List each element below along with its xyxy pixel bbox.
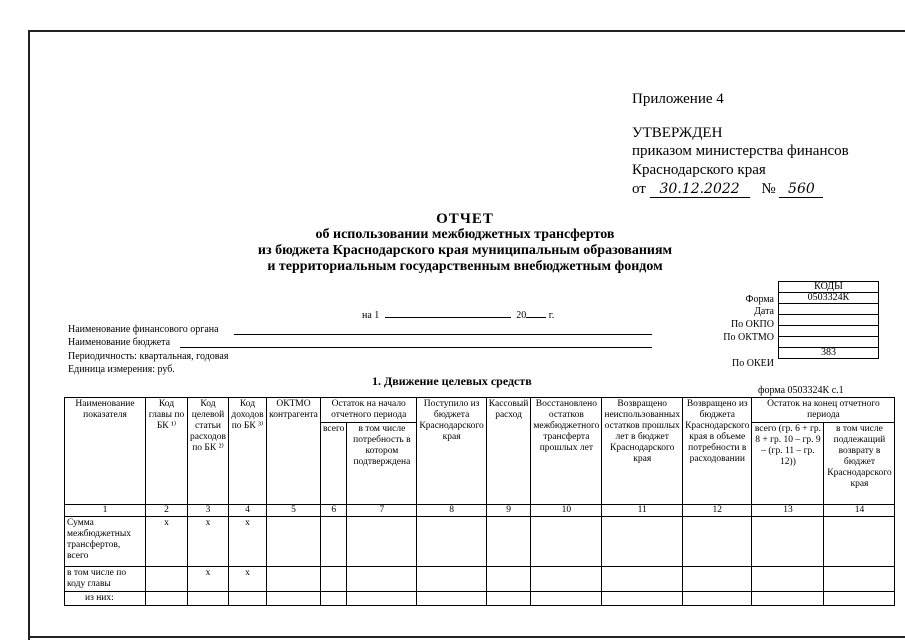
cell	[531, 517, 602, 567]
report-title-word: ОТЧЕТ	[436, 211, 494, 227]
cell	[417, 567, 486, 592]
okpo-label: По ОКПО	[730, 319, 774, 330]
header-returned-need: Возвращено из бюджета Краснодарского края в объеме потребности в расходовании	[683, 398, 752, 505]
cell	[683, 517, 752, 567]
col-number: 5	[267, 505, 321, 517]
codes-header: КОДЫ	[779, 282, 879, 293]
okei-code: 383	[779, 348, 879, 359]
form-reference: форма 0503324К с.1	[758, 385, 844, 396]
cell-income-code: x	[229, 567, 267, 592]
date-label: Дата	[754, 306, 774, 317]
table-row	[65, 567, 895, 592]
blank-code	[779, 337, 879, 348]
table-row	[65, 592, 895, 606]
order-date: 30.12.2022	[650, 182, 750, 198]
periodicity-label: Периодичность: квартальная, годовая	[68, 351, 229, 362]
cell	[683, 592, 752, 606]
cell	[321, 517, 347, 567]
cell	[752, 592, 824, 606]
cell	[267, 517, 321, 567]
col-number: 11	[602, 505, 683, 517]
okei-label: По ОКЕИ	[732, 358, 774, 369]
header-indicator-name: Наименование показателя	[65, 398, 146, 505]
year-blank	[526, 317, 546, 318]
cell-chapter-code	[146, 567, 188, 592]
cell-expense-code: x	[188, 567, 229, 592]
date-code	[779, 304, 879, 315]
col-number: 4	[229, 505, 267, 517]
finance-body-label: Наименование финансового органа	[68, 324, 219, 335]
cell	[602, 592, 683, 606]
scan-border-bottom	[28, 636, 905, 638]
header-end-return: в том числе подлежащий возврату в бюджет Краснодарского края	[824, 423, 895, 505]
cell	[347, 592, 417, 606]
report-date-line	[362, 310, 554, 322]
order-date-line	[632, 180, 823, 199]
col-number: 8	[417, 505, 486, 517]
cell-expense-code	[188, 592, 229, 606]
cell-expense-code: x	[188, 517, 229, 567]
cell-income-code: x	[229, 517, 267, 567]
cell	[417, 592, 486, 606]
approved-label: УТВЕРЖДЕН	[632, 125, 723, 141]
report-title-line-3: и территориальным государственным внебюджетным фондом	[267, 259, 663, 274]
oktmo-code	[779, 326, 879, 337]
header-income-code: Код доходов по БК ³⁾	[229, 398, 267, 505]
header-rest-start: Остаток на начало отчетного периода	[321, 398, 417, 423]
cell	[267, 592, 321, 606]
cell	[683, 567, 752, 592]
okpo-code	[779, 315, 879, 326]
col-number: 10	[531, 505, 602, 517]
row-label: из них:	[65, 592, 146, 606]
table-row	[65, 517, 895, 567]
header-rest-need: в том числе потребность в котором подтверждена	[347, 423, 417, 505]
row-label: в том числе по коду главы	[65, 567, 146, 592]
row-label: Сумма межбюджетных трансфертов, всего	[65, 517, 146, 567]
cell	[347, 567, 417, 592]
header-rest-total: всего	[321, 423, 347, 505]
oktmo-label: По ОКТМО	[723, 332, 774, 343]
header-end-total: всего (гр. 6 + гр. 8 + гр. 10 – гр. 9 – (гр. 11 – гр. 12))	[752, 423, 824, 505]
date-blank	[385, 317, 511, 318]
cell	[347, 517, 417, 567]
cell	[486, 567, 531, 592]
year-prefix: 20	[516, 310, 527, 321]
col-number: 9	[486, 505, 531, 517]
on-date-prefix: на 1	[362, 310, 380, 321]
target-funds-table	[64, 397, 895, 606]
cell	[824, 517, 895, 567]
col-number: 14	[824, 505, 895, 517]
cell-chapter-code: x	[146, 517, 188, 567]
cell	[531, 592, 602, 606]
header-cash-expense: Кассовый расход	[486, 398, 531, 505]
header-received: Поступило из бюджета Краснодарского края	[417, 398, 486, 505]
cell	[531, 567, 602, 592]
header-returned-unused: Возвращено неиспользованных остатков прошлых лет в бюджет Краснодарского края	[602, 398, 683, 505]
budget-name-line	[180, 347, 652, 348]
cell	[417, 517, 486, 567]
header-rest-end: Остаток на конец отчетного периода	[752, 398, 895, 423]
scan-border-left	[28, 30, 30, 640]
report-title-line-1: об использовании межбюджетных трансфертов	[315, 227, 615, 242]
col-number: 13	[752, 505, 824, 517]
col-number: 3	[188, 505, 229, 517]
finance-body-line	[234, 334, 652, 335]
form-label: Форма	[745, 294, 774, 305]
cell	[752, 567, 824, 592]
header-expense-code: Код целевой статьи расходов по БК ²⁾	[188, 398, 229, 505]
header-chapter-code: Код главы по БК ¹⁾	[146, 398, 188, 505]
cell	[824, 567, 895, 592]
cell	[602, 567, 683, 592]
col-number: 7	[347, 505, 417, 517]
order-line-2: Краснодарского края	[632, 162, 766, 178]
col-number: 12	[683, 505, 752, 517]
col-number: 1	[65, 505, 146, 517]
cell	[321, 592, 347, 606]
cell	[752, 517, 824, 567]
appendix-label: Приложение 4	[632, 91, 724, 107]
col-number: 2	[146, 505, 188, 517]
unit-label: Единица измерения: руб.	[68, 364, 175, 375]
scan-border-top	[28, 30, 905, 32]
cell-chapter-code	[146, 592, 188, 606]
report-title-line-2: из бюджета Краснодарского края муниципальным образованиям	[257, 243, 673, 258]
cell	[267, 567, 321, 592]
column-numbers-row	[65, 505, 895, 517]
cell	[486, 517, 531, 567]
form-code: 0503324К	[779, 293, 879, 304]
year-suffix: г.	[548, 310, 555, 321]
number-label: №	[761, 181, 776, 197]
cell	[486, 592, 531, 606]
cell-income-code	[229, 592, 267, 606]
codes-table	[778, 281, 879, 359]
section-title: 1. Движение целевых средств	[372, 374, 532, 388]
cell	[321, 567, 347, 592]
order-line-1: приказом министерства финансов	[632, 143, 849, 159]
cell	[602, 517, 683, 567]
header-oktmo: ОКТМО контрагента	[267, 398, 321, 505]
budget-name-label: Наименование бюджета	[68, 337, 171, 348]
col-number: 6	[321, 505, 347, 517]
from-label: от	[632, 181, 646, 197]
order-number: 560	[779, 182, 823, 198]
report-title	[200, 211, 730, 275]
header-restored: Восстановлено остатков межбюджетного трансферта прошлых лет	[531, 398, 602, 505]
cell	[824, 592, 895, 606]
